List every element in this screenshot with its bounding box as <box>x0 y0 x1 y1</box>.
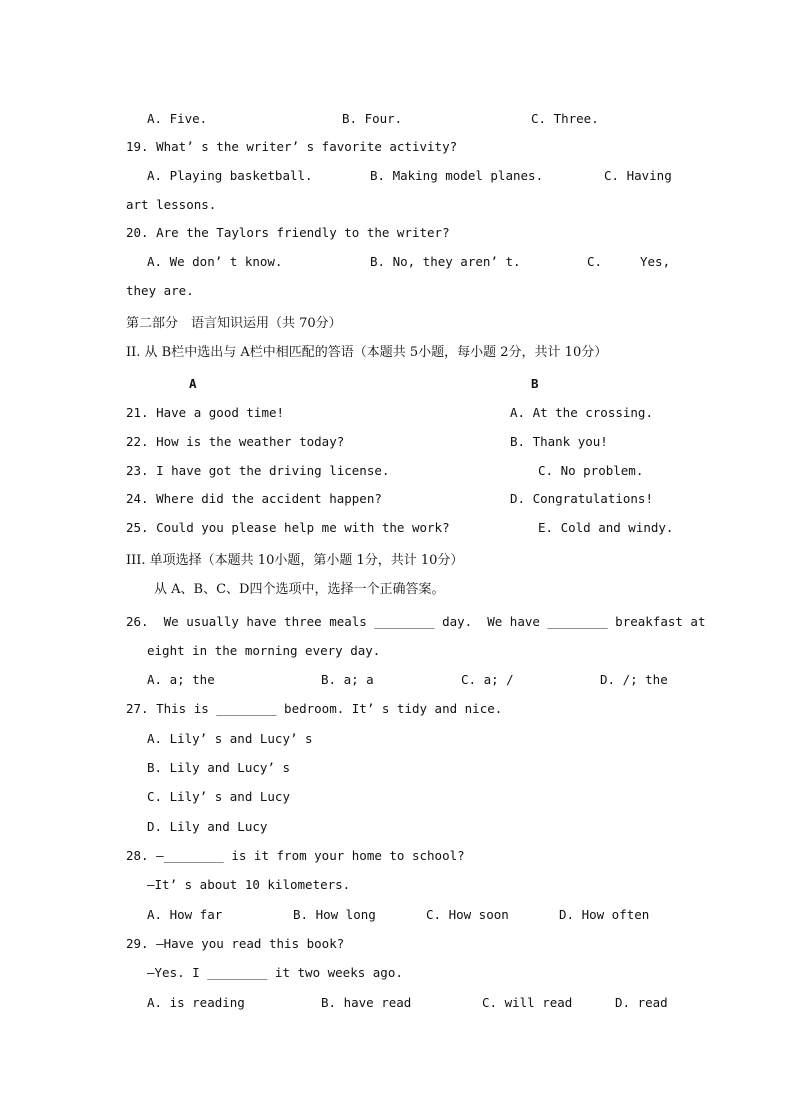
q18-option-a: A. Five. <box>147 111 208 126</box>
q20-option-b: B. No, they aren’ t. <box>370 254 521 269</box>
q20-option-a: A. We don’ t know. <box>147 254 283 269</box>
match-item-22: 22. How is the weather today? <box>126 434 345 449</box>
q29-option-d: D. read <box>615 995 668 1010</box>
match-item-24: 24. Where did the accident happen? <box>126 491 382 506</box>
match-answer-a: A. At the crossing. <box>510 405 653 420</box>
match-item-25: 25. Could you please help me with the work? <box>126 520 450 535</box>
q29-option-b: B. have read <box>321 995 412 1010</box>
match-item-21: 21. Have a good time! <box>126 405 285 420</box>
q19-option-c: C. Having <box>604 168 672 183</box>
q29-answer-line: —Yes. I ________ it two weeks ago. <box>147 965 403 980</box>
q29-question: 29. —Have you read this book? <box>126 936 345 951</box>
q27-question: 27. This is ________ bedroom. It’ s tidy and nice. <box>126 701 503 716</box>
q26-question: 26. We usually have three meals ________ day. We have ________ breakfast at <box>126 614 706 629</box>
section2-col-b-heading: B <box>531 376 539 391</box>
q28-option-b: B. How long <box>293 907 376 922</box>
match-item-23: 23. I have got the driving license. <box>126 463 390 478</box>
q26-option-d: D. /; the <box>600 672 668 687</box>
q29-option-c: C. will read <box>482 995 573 1010</box>
q27-option-c: C. Lily’ s and Lucy <box>147 789 290 804</box>
q19-option-c-cont: art lessons. <box>126 197 217 212</box>
q27-option-b: B. Lily and Lucy’ s <box>147 760 290 775</box>
q19-option-b: B. Making model planes. <box>370 168 544 183</box>
section2-title: II. 从 B栏中选出与 A栏中相匹配的答语（本题共 5小题，每小题 2分，共计 10分） <box>126 345 608 360</box>
section3-title: III. 单项选择（本题共 10小题，第小题 1分，共计 10分） <box>126 553 464 568</box>
q20-option-c: Yes, <box>640 254 671 269</box>
q26-question-cont: eight in the morning every day. <box>147 643 381 658</box>
q28-option-d: D. How often <box>559 907 650 922</box>
match-answer-c: C. No problem. <box>538 463 644 478</box>
match-answer-d: D. Congratulations! <box>510 491 653 506</box>
q26-option-c: C. a; / <box>461 672 514 687</box>
section2-col-a-heading: A <box>189 376 197 391</box>
match-answer-e: E. Cold and windy. <box>538 520 674 535</box>
q19-option-a: A. Playing basketball. <box>147 168 313 183</box>
q26-option-b: B. a; a <box>321 672 374 687</box>
q28-question: 28. —________ is it from your home to school? <box>126 848 465 863</box>
q28-option-a: A. How far <box>147 907 223 922</box>
q28-option-c: C. How soon <box>426 907 509 922</box>
q20-question: 20. Are the Taylors friendly to the writer? <box>126 225 450 240</box>
q27-option-d: D. Lily and Lucy <box>147 819 268 834</box>
q27-option-a: A. Lily’ s and Lucy’ s <box>147 731 313 746</box>
q20-option-c-label: C. <box>587 254 603 269</box>
q26-option-a: A. a; the <box>147 672 215 687</box>
q29-option-a: A. is reading <box>147 995 245 1010</box>
part2-title: 第二部分 语言知识运用（共 70分） <box>126 316 342 331</box>
q28-answer-line: —It’ s about 10 kilometers. <box>147 877 351 892</box>
section3-instruction: 从 A、B、C、D四个选项中，选择一个正确答案。 <box>154 582 445 597</box>
q18-option-c: C. Three. <box>531 111 599 126</box>
match-answer-b: B. Thank you! <box>510 434 608 449</box>
q19-question: 19. What’ s the writer’ s favorite activity? <box>126 139 458 154</box>
q18-option-b: B. Four. <box>342 111 403 126</box>
q20-option-c-cont: they are. <box>126 283 194 298</box>
